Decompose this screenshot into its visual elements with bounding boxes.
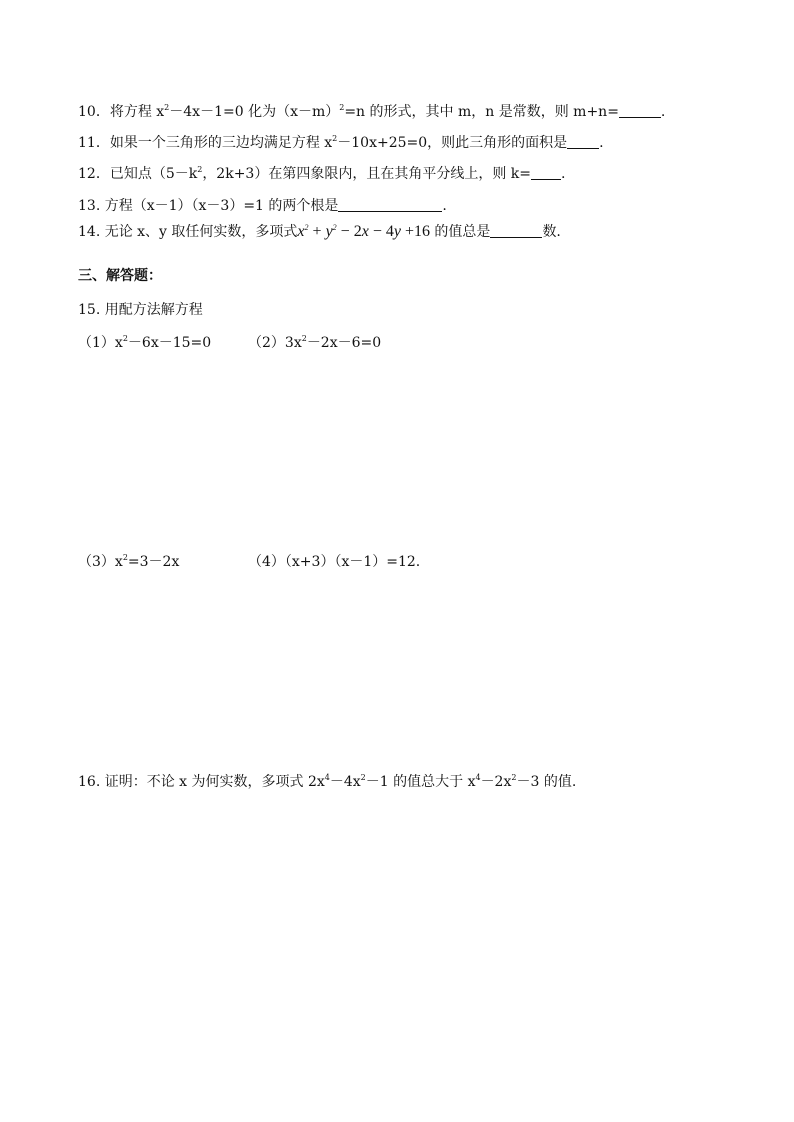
q15-p2-prefix: （2）3x [248,335,302,351]
q15-p2-rest: －2x－6=0 [306,335,382,351]
q12-exponent-1: 2 [197,165,203,174]
q13-text: 13. 方程（x－1）（x－3）=1 的两个根是 [78,198,339,214]
q15-part-1 [78,333,211,353]
q15-part-2 [248,333,381,353]
section-3-heading: 三、解答题： [78,268,162,284]
q12-middle: ，2k+3）在第四象限内，且在其角平分线上，则 k= [202,166,532,182]
q11-answer-blank[interactable] [567,134,599,149]
q15-part-4 [248,552,420,572]
q15-p3-exponent: 2 [122,553,128,562]
q12-answer-blank[interactable] [531,165,561,180]
q15-part-3 [78,552,179,572]
q14-var-x2: x [361,223,369,240]
q14-exp-2: 2 [332,223,337,232]
q10-middle-1: －4x－1=0 化为（x－m） [169,104,340,120]
q15-p1-exponent: 2 [122,334,128,343]
q16-exponent-4: 2 [511,773,517,782]
q14-var-y2: y [393,223,401,240]
q10-prefix: 10．将方程 x [78,104,165,120]
q15-p4-text: （4）（x+3）（x－1）=12. [248,554,421,570]
q15-p1-rest: －6x－15=0 [127,335,212,351]
q14-exp-1: 2 [304,223,309,232]
q14-answer-blank[interactable] [490,223,542,238]
question-15-title: 15. 用配方法解方程 [78,302,203,318]
q14-middle: 的值总是 [429,224,491,240]
question-14 [78,222,561,242]
question-10 [78,102,665,122]
q15-p3-prefix: （3）x [78,554,123,570]
q16-middle-2: －1 的值总大于 x [365,774,476,790]
q14-var-y: y [325,223,333,240]
q14-var-x: x [297,223,305,240]
q14-plus: + [308,223,326,240]
question-13 [78,196,447,216]
q15-p1-prefix: （1）x [78,335,123,351]
q16-middle-1: －4x [329,774,361,790]
q14-polynomial [297,223,430,240]
q10-answer-blank[interactable] [619,103,661,118]
q11-exponent-1: 2 [332,134,338,143]
q10-middle-2: =n 的形式，其中 m，n 是常数，则 m+n= [344,104,619,120]
q11-prefix: 11．如果一个三角形的三边均满足方程 x [78,135,333,151]
q14-const: +16 [400,223,430,240]
q11-middle: －10x+25=0，则此三角形的面积是 [337,135,568,151]
q16-exponent-3: 4 [475,773,481,782]
q15-p2-exponent: 2 [301,334,307,343]
q15-p3-rest: =3－2x [127,554,180,570]
q14-prefix: 14. 无论 x、y 取任何实数，多项式 [78,224,298,240]
q14-term-4: − 4 [368,223,394,240]
question-11 [78,133,604,153]
q14-term-2: − 2 [336,223,362,240]
q10-end: . [660,104,666,120]
q11-end: . [599,135,604,151]
q13-end: . [442,198,447,214]
question-12 [78,164,565,184]
q13-answer-blank[interactable] [338,197,442,212]
question-16 [78,772,576,792]
q16-prefix: 16. 证明：不论 x 为何实数，多项式 2x [78,774,325,790]
q16-exponent-2: 2 [360,773,366,782]
q16-middle-3: －2x [480,774,512,790]
q10-exponent-2: 2 [339,103,345,112]
q14-end: 数. [542,224,561,240]
q10-exponent-1: 2 [164,103,170,112]
q16-exponent-1: 4 [324,773,330,782]
q16-end: －3 的值. [516,774,577,790]
q12-prefix: 12．已知点（5－k [78,166,198,182]
q12-end: . [561,166,566,182]
